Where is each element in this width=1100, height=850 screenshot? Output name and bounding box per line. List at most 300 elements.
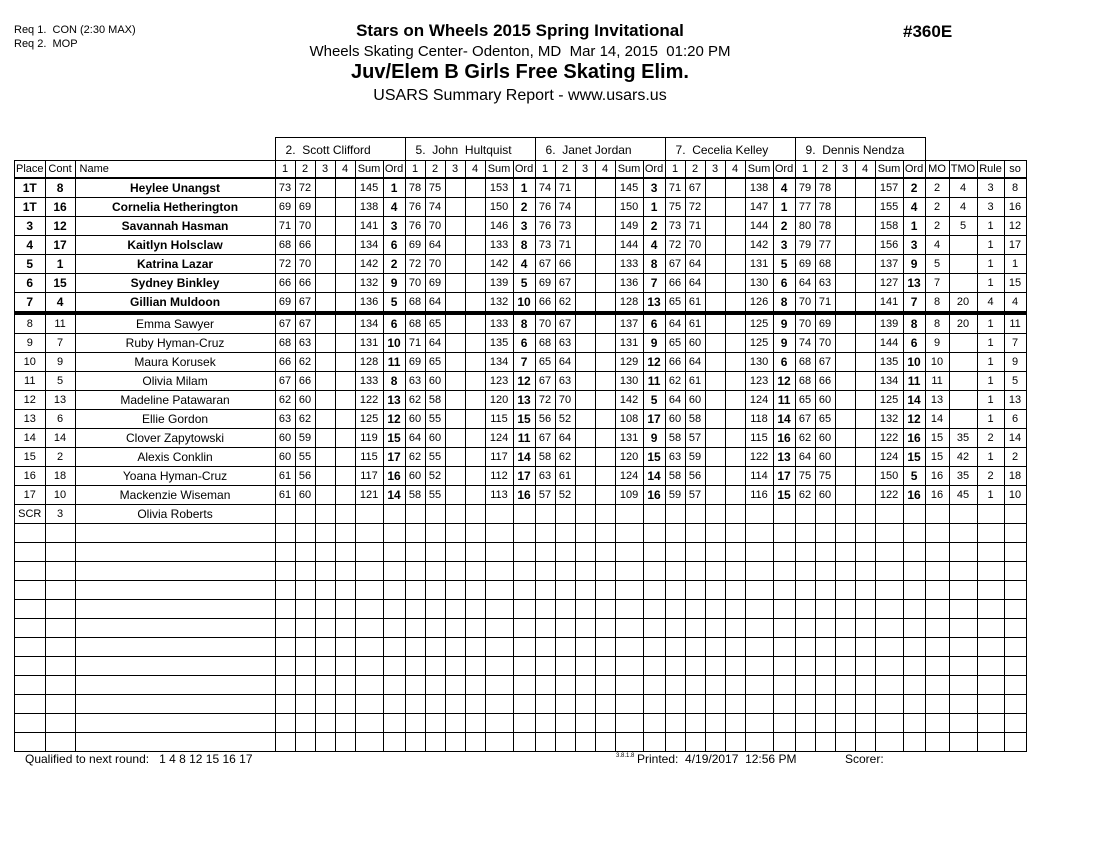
score-cell [575, 353, 595, 372]
sum-cell: 146 [485, 217, 513, 236]
empty-row [15, 657, 1027, 676]
score-cell [815, 714, 835, 733]
score-cell [465, 467, 485, 486]
score-cell [405, 733, 425, 752]
score-cell [835, 410, 855, 429]
score-cell [705, 657, 725, 676]
tail-cell [949, 410, 977, 429]
score-cell [835, 353, 855, 372]
score-cell [595, 695, 615, 714]
sum-cell: 130 [745, 274, 773, 293]
ordinal-cell: 14 [903, 391, 925, 410]
ordinal-cell [903, 543, 925, 562]
sum-cell: 112 [485, 467, 513, 486]
score-cell [725, 638, 745, 657]
score-cell [705, 353, 725, 372]
score-cell [275, 562, 295, 581]
ordinal-cell [903, 581, 925, 600]
sum-cell: 144 [875, 334, 903, 353]
score-cell [445, 274, 465, 293]
place-cell: 14 [15, 429, 46, 448]
score-cell [405, 714, 425, 733]
ordinal-cell [903, 619, 925, 638]
score-cell: 76 [535, 217, 555, 236]
empty-row [15, 695, 1027, 714]
tail-col-header: TMO [949, 161, 977, 179]
ordinal-cell [383, 600, 405, 619]
ordinal-cell: 9 [383, 274, 405, 293]
score-cell [425, 714, 445, 733]
score-cell [685, 638, 705, 657]
score-cell [275, 676, 295, 695]
score-cell [725, 562, 745, 581]
sum-cell: 133 [485, 313, 513, 334]
judge-col-header: 3 [835, 161, 855, 179]
tail-cell [1004, 657, 1026, 676]
cont-cell: 13 [45, 391, 75, 410]
score-cell: 64 [425, 236, 445, 255]
score-cell [855, 581, 875, 600]
score-cell [725, 467, 745, 486]
ordinal-cell [773, 619, 795, 638]
score-cell [665, 619, 685, 638]
score-cell [595, 524, 615, 543]
result-row [15, 486, 1027, 505]
sum-cell [745, 733, 773, 752]
sum-cell [485, 562, 513, 581]
score-cell [855, 505, 875, 524]
ordinal-cell [513, 714, 535, 733]
score-cell: 70 [815, 334, 835, 353]
sum-cell [875, 562, 903, 581]
sum-cell [355, 638, 383, 657]
score-cell [555, 543, 575, 562]
score-cell [315, 695, 335, 714]
score-cell: 60 [815, 429, 835, 448]
tail-cell [949, 353, 977, 372]
place-cell: 3 [15, 217, 46, 236]
ordinal-cell [513, 524, 535, 543]
score-cell [685, 600, 705, 619]
tail-cell: 4 [925, 236, 949, 255]
score-cell [795, 505, 815, 524]
result-row [15, 255, 1027, 274]
score-cell [575, 714, 595, 733]
name-cell [75, 581, 275, 600]
name-cell [75, 524, 275, 543]
score-cell [835, 198, 855, 217]
sum-cell [355, 695, 383, 714]
score-cell: 60 [815, 448, 835, 467]
score-cell [705, 313, 725, 334]
tail-cell: 45 [949, 486, 977, 505]
sum-cell [485, 733, 513, 752]
sum-cell [745, 714, 773, 733]
ordinal-cell: 3 [513, 217, 535, 236]
tail-cell [977, 695, 1004, 714]
ordinal-cell: 13 [383, 391, 405, 410]
score-cell [335, 429, 355, 448]
empty-row [15, 562, 1027, 581]
ordinal-cell: 15 [643, 448, 665, 467]
tail-cell: 3 [977, 178, 1004, 198]
judge-col-header: 2 [295, 161, 315, 179]
score-cell [815, 619, 835, 638]
score-cell: 57 [535, 486, 555, 505]
sum-cell [485, 676, 513, 695]
sum-cell [485, 657, 513, 676]
tail-cell [925, 714, 949, 733]
score-cell [555, 657, 575, 676]
ordinal-cell: 14 [773, 410, 795, 429]
judge-col-header: Ord [643, 161, 665, 179]
cont-cell [45, 657, 75, 676]
score-cell [815, 657, 835, 676]
score-cell [855, 448, 875, 467]
score-cell: 72 [405, 255, 425, 274]
score-cell [315, 448, 335, 467]
name-header: Name [75, 161, 275, 179]
score-cell [595, 198, 615, 217]
score-cell: 75 [795, 467, 815, 486]
ordinal-cell [773, 562, 795, 581]
score-cell [725, 353, 745, 372]
ordinal-cell [383, 562, 405, 581]
ordinal-cell [513, 676, 535, 695]
score-cell: 63 [535, 467, 555, 486]
ordinal-cell: 1 [513, 178, 535, 198]
ordinal-cell: 2 [773, 217, 795, 236]
score-cell [425, 676, 445, 695]
ordinal-cell: 14 [643, 467, 665, 486]
sum-cell: 141 [355, 217, 383, 236]
score-cell [535, 695, 555, 714]
score-cell [535, 733, 555, 752]
ordinal-cell [513, 619, 535, 638]
score-cell [315, 178, 335, 198]
ordinal-cell [513, 600, 535, 619]
score-cell [335, 236, 355, 255]
score-cell [535, 714, 555, 733]
sum-cell [875, 695, 903, 714]
score-cell [465, 486, 485, 505]
printed-line: Printed: 4/19/2017 12:56 PM [637, 752, 797, 766]
name-cell: Gillian Muldoon [75, 293, 275, 314]
sum-cell: 131 [615, 429, 643, 448]
score-cell [315, 467, 335, 486]
score-cell: 71 [555, 178, 575, 198]
tail-cell [925, 733, 949, 752]
score-cell [835, 372, 855, 391]
score-cell [815, 600, 835, 619]
score-cell [465, 391, 485, 410]
score-cell [465, 600, 485, 619]
score-cell [575, 410, 595, 429]
score-cell: 60 [405, 410, 425, 429]
score-cell [835, 581, 855, 600]
ordinal-cell: 16 [903, 486, 925, 505]
empty-row [15, 733, 1027, 752]
score-cell [575, 198, 595, 217]
sum-cell [875, 524, 903, 543]
tail-cell: 9 [1004, 353, 1026, 372]
score-cell: 64 [685, 255, 705, 274]
sum-cell: 125 [745, 334, 773, 353]
sum-cell [875, 505, 903, 524]
sum-cell: 131 [615, 334, 643, 353]
sum-cell [875, 581, 903, 600]
sum-cell [875, 638, 903, 657]
score-cell: 70 [425, 217, 445, 236]
sum-cell [485, 543, 513, 562]
score-cell [855, 410, 875, 429]
result-row [15, 372, 1027, 391]
score-cell [685, 733, 705, 752]
sum-cell: 125 [875, 391, 903, 410]
score-cell: 67 [555, 313, 575, 334]
score-cell [535, 657, 555, 676]
score-cell [445, 581, 465, 600]
ordinal-cell: 5 [513, 274, 535, 293]
score-cell: 75 [425, 178, 445, 198]
score-cell [445, 217, 465, 236]
score-cell: 67 [275, 372, 295, 391]
name-cell: Alexis Conklin [75, 448, 275, 467]
score-cell: 72 [295, 178, 315, 198]
score-cell: 71 [685, 217, 705, 236]
ordinal-cell: 16 [513, 486, 535, 505]
score-cell [405, 600, 425, 619]
score-cell [425, 657, 445, 676]
score-cell: 64 [555, 429, 575, 448]
ordinal-cell [383, 657, 405, 676]
judge-col-header: 2 [685, 161, 705, 179]
place-cell: 6 [15, 274, 46, 293]
score-cell [795, 600, 815, 619]
score-cell [555, 562, 575, 581]
sum-cell: 138 [745, 178, 773, 198]
judge-header-2: 5. John Hultquist [405, 138, 535, 161]
sum-cell: 132 [485, 293, 513, 314]
tail-cell: 11 [925, 372, 949, 391]
sum-cell: 150 [615, 198, 643, 217]
score-cell [595, 467, 615, 486]
tail-cell: 1 [977, 448, 1004, 467]
score-cell [335, 334, 355, 353]
score-cell: 70 [535, 313, 555, 334]
ordinal-cell: 1 [773, 198, 795, 217]
score-cell [705, 410, 725, 429]
score-cell [725, 486, 745, 505]
score-cell: 58 [665, 429, 685, 448]
ordinal-cell: 1 [903, 217, 925, 236]
score-cell: 71 [665, 178, 685, 198]
cont-cell: 6 [45, 410, 75, 429]
cont-cell: 15 [45, 274, 75, 293]
judges-row-spacer-right [925, 138, 1026, 161]
tail-cell [949, 657, 977, 676]
score-cell: 67 [295, 313, 315, 334]
cont-cell: 1 [45, 255, 75, 274]
score-cell [465, 236, 485, 255]
name-cell: Savannah Hasman [75, 217, 275, 236]
score-cell: 60 [295, 391, 315, 410]
sum-cell: 126 [745, 293, 773, 314]
judge-col-header: Sum [615, 161, 643, 179]
sum-cell [485, 638, 513, 657]
score-cell: 67 [795, 410, 815, 429]
tail-cell: 17 [1004, 236, 1026, 255]
score-cell [705, 198, 725, 217]
name-cell: Katrina Lazar [75, 255, 275, 274]
tail-cell: 1 [977, 391, 1004, 410]
score-cell [815, 676, 835, 695]
cont-cell [45, 581, 75, 600]
score-cell: 66 [665, 274, 685, 293]
score-cell: 66 [665, 353, 685, 372]
ordinal-cell [903, 657, 925, 676]
score-cell [835, 486, 855, 505]
place-cell: 15 [15, 448, 46, 467]
score-cell [275, 543, 295, 562]
score-cell [815, 543, 835, 562]
score-cell: 73 [275, 178, 295, 198]
score-cell [835, 313, 855, 334]
place-cell: SCR [15, 505, 46, 524]
score-cell [575, 486, 595, 505]
ordinal-cell [383, 581, 405, 600]
sum-cell [745, 524, 773, 543]
score-cell [855, 372, 875, 391]
score-cell [295, 600, 315, 619]
ordinal-cell: 8 [903, 313, 925, 334]
sum-cell [485, 524, 513, 543]
tail-cell [949, 600, 977, 619]
score-cell: 60 [295, 486, 315, 505]
place-cell: 7 [15, 293, 46, 314]
sum-cell [615, 695, 643, 714]
score-cell [465, 255, 485, 274]
score-cell [335, 486, 355, 505]
ordinal-cell: 9 [903, 255, 925, 274]
score-cell: 69 [275, 293, 295, 314]
score-cell [795, 657, 815, 676]
tail-cell: 20 [949, 293, 977, 314]
score-cell [335, 178, 355, 198]
score-cell [575, 467, 595, 486]
score-cell: 70 [295, 255, 315, 274]
score-cell: 79 [795, 178, 815, 198]
judge-col-header: 2 [815, 161, 835, 179]
score-cell [835, 676, 855, 695]
sum-cell [615, 505, 643, 524]
sum-cell: 135 [875, 353, 903, 372]
score-cell [595, 334, 615, 353]
tail-cell: 2 [925, 217, 949, 236]
score-cell [835, 391, 855, 410]
competition-title: Stars on Wheels 2015 Spring Invitational [356, 21, 684, 40]
score-cell [535, 638, 555, 657]
ordinal-cell [773, 733, 795, 752]
score-cell [855, 236, 875, 255]
name-cell [75, 657, 275, 676]
score-cell [295, 619, 315, 638]
sum-cell: 142 [485, 255, 513, 274]
tail-cell [925, 581, 949, 600]
score-cell [855, 198, 875, 217]
sum-cell [355, 543, 383, 562]
score-cell: 67 [555, 274, 575, 293]
place-cell [15, 695, 46, 714]
judge-col-header: Ord [903, 161, 925, 179]
judge-col-header: 1 [275, 161, 295, 179]
score-cell [445, 638, 465, 657]
ordinal-cell [903, 562, 925, 581]
requirement-line-1: Req 1. CON (2:30 MAX) [14, 24, 136, 36]
score-cell [685, 657, 705, 676]
ordinal-cell: 17 [643, 410, 665, 429]
judge-col-header: 4 [595, 161, 615, 179]
score-cell [465, 562, 485, 581]
place-cell [15, 581, 46, 600]
score-cell [315, 255, 335, 274]
judges-header-row [15, 138, 1027, 161]
score-cell: 65 [815, 410, 835, 429]
score-cell [445, 334, 465, 353]
score-cell [815, 733, 835, 752]
score-cell [685, 524, 705, 543]
tail-cell [1004, 619, 1026, 638]
name-cell [75, 695, 275, 714]
tail-cell: 1 [977, 236, 1004, 255]
tail-cell [949, 638, 977, 657]
score-cell [405, 562, 425, 581]
sum-cell: 114 [745, 467, 773, 486]
score-cell [335, 733, 355, 752]
score-cell: 76 [405, 217, 425, 236]
tail-cell [1004, 638, 1026, 657]
score-cell [465, 695, 485, 714]
ordinal-cell: 14 [513, 448, 535, 467]
score-cell [315, 391, 335, 410]
cont-cell: 16 [45, 198, 75, 217]
score-cell [835, 562, 855, 581]
sum-cell: 137 [875, 255, 903, 274]
score-cell [705, 543, 725, 562]
score-cell [425, 505, 445, 524]
score-cell [595, 562, 615, 581]
place-cell: 17 [15, 486, 46, 505]
tail-cell [925, 600, 949, 619]
sum-cell: 147 [745, 198, 773, 217]
sum-cell: 134 [355, 313, 383, 334]
score-cell [575, 429, 595, 448]
score-cell [465, 353, 485, 372]
judge-col-header: 3 [575, 161, 595, 179]
score-cell: 60 [275, 429, 295, 448]
tail-cell: 1 [977, 353, 1004, 372]
ordinal-cell: 3 [903, 236, 925, 255]
score-cell [855, 293, 875, 314]
score-cell [465, 429, 485, 448]
ordinal-cell: 6 [643, 313, 665, 334]
score-cell [335, 638, 355, 657]
score-cell [815, 638, 835, 657]
ordinal-cell [643, 676, 665, 695]
score-cell: 62 [405, 391, 425, 410]
ordinal-cell: 10 [383, 334, 405, 353]
score-cell: 59 [665, 486, 685, 505]
